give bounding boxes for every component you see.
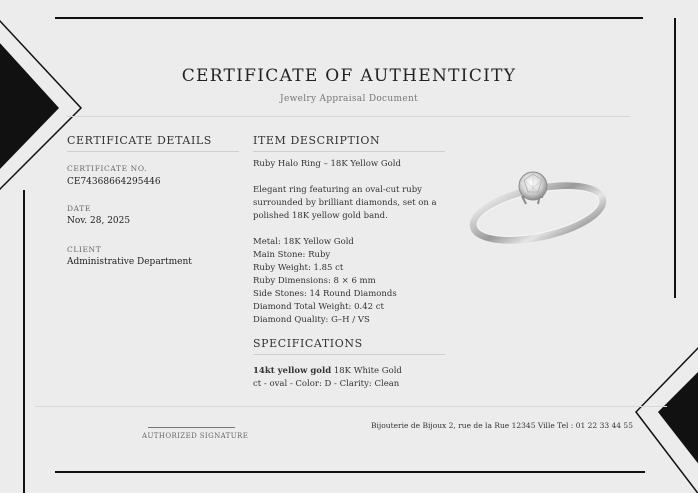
item-description-line: Elegant ring featuring an oval-cut ruby: [253, 185, 422, 195]
signature-line: [148, 427, 235, 428]
certificate-no-label: CERTIFICATE NO.: [67, 164, 148, 173]
ring-image: [466, 168, 610, 244]
specifications-heading: SPECIFICATIONS: [253, 337, 363, 350]
item-attribute: Main Stone: Ruby: [253, 250, 331, 260]
date-label: DATE: [67, 204, 91, 213]
item-description-line: polished 18K yellow gold band.: [253, 211, 388, 221]
item-name: Ruby Halo Ring – 18K Yellow Gold: [253, 159, 401, 169]
item-attribute: Ruby Weight: 1.85 ct: [253, 263, 344, 273]
right-border-rule: [674, 18, 676, 298]
details-heading: CERTIFICATE DETAILS: [67, 134, 212, 147]
footer-divider: [35, 406, 667, 407]
bottom-border-rule: [55, 471, 645, 473]
certificate-subtitle: Jewelry Appraisal Document: [280, 94, 418, 104]
date-value: Nov. 28, 2025: [67, 216, 131, 226]
bottom-right-corner-ornament: [632, 346, 698, 493]
item-attribute: Side Stones: 14 Round Diamonds: [253, 289, 397, 299]
certificate-no-value: CE74368664295446: [67, 177, 161, 187]
top-border-rule: [55, 17, 643, 19]
header-divider: [67, 116, 630, 117]
specifications-heading-rule: [253, 354, 445, 355]
item-attribute: Ruby Dimensions: 8 × 6 mm: [253, 276, 376, 286]
details-heading-rule: [67, 151, 239, 152]
specifications-line-1: [253, 365, 402, 378]
item-description-line: surrounded by brilliant diamonds, set on a: [253, 198, 437, 208]
item-attribute: Metal: 18K Yellow Gold: [253, 237, 354, 247]
item-attribute: Diamond Quality: G–H / VS: [253, 315, 370, 325]
specifications-bold: 14kt yellow gold: [253, 366, 332, 376]
specifications-line-2: ct - oval - Color: D - Clarity: Clean: [253, 379, 400, 389]
item-heading-rule: [253, 151, 445, 152]
client-label: CLIENT: [67, 245, 102, 254]
client-value: Administrative Department: [67, 257, 192, 267]
business-address: Bijouterie de Bijoux 2, rue de la Rue 12345 Ville Tel : 01 22 33 44 55: [371, 421, 633, 430]
signature-label: AUTHORIZED SIGNATURE: [142, 432, 249, 440]
specifications-rest: 18K White Gold: [331, 366, 402, 376]
certificate-title: CERTIFICATE OF AUTHENTICITY: [181, 66, 517, 86]
item-heading: ITEM DESCRIPTION: [253, 134, 381, 147]
left-border-rule: [23, 190, 25, 493]
item-attribute: Diamond Total Weight: 0.42 ct: [253, 302, 384, 312]
